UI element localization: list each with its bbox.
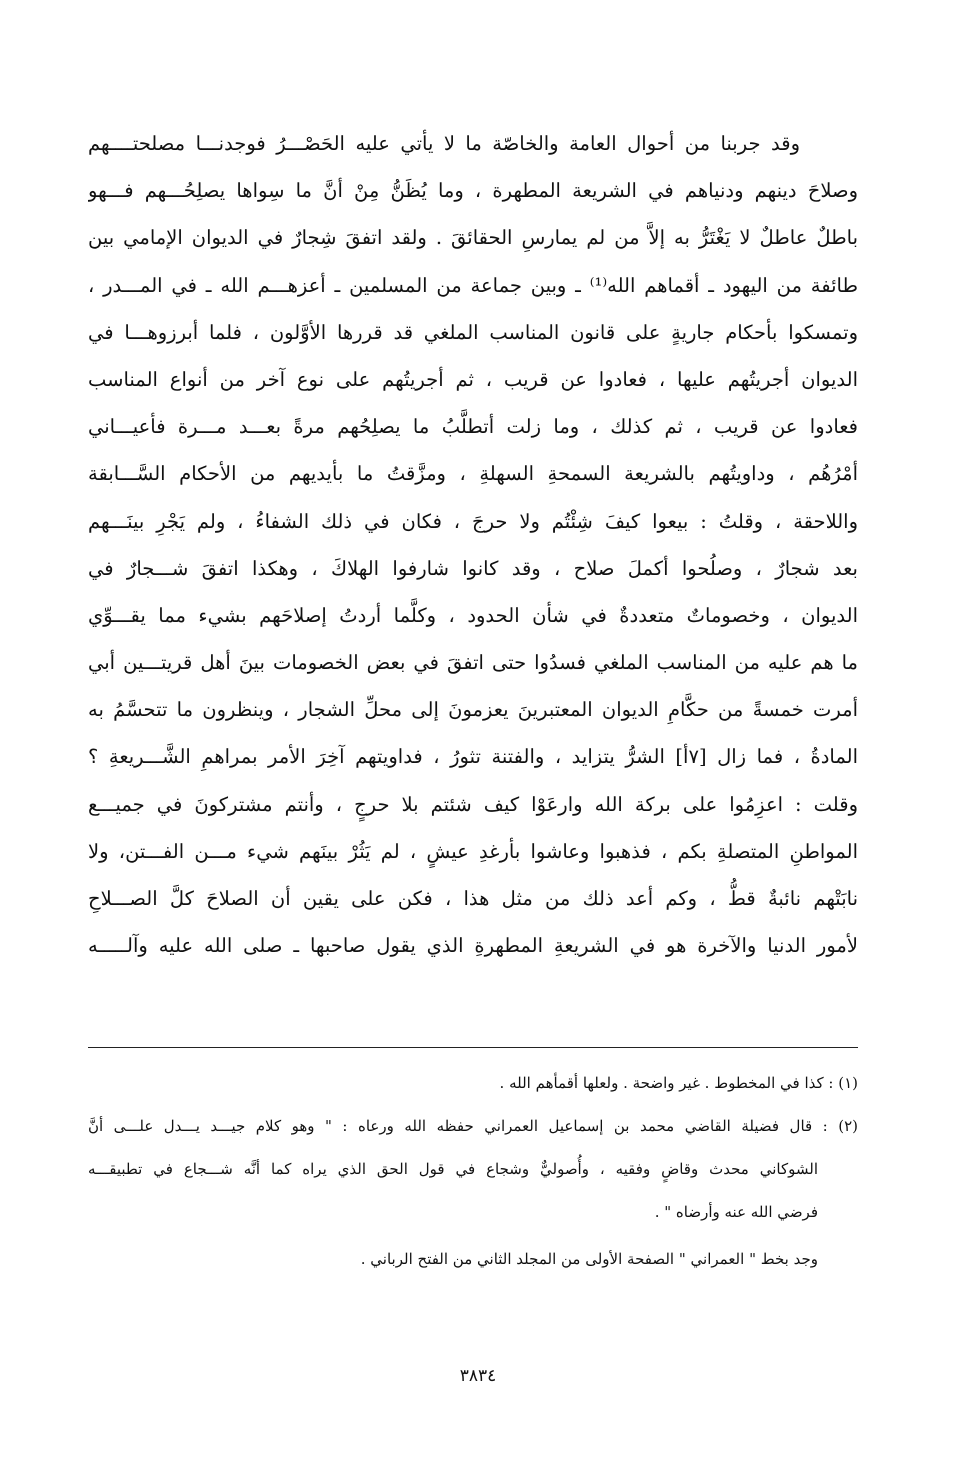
body-line: باطلٌ عاطلٌ لا يَغْتَرُّ به إلاَّ من لم يمارسِ الحقائقَ . ولقد اتفقَ شِجارٌ في الديوان الإمامي بين: [88, 226, 858, 250]
page-number: ٣٨٣٤: [459, 1366, 497, 1386]
body-line: أمْرُهُم ، وداويتُهم بالشريعة السمحةِ السهلةِ ، ومزَّقتُ ما بأيديهم من الأحكام السَّـــابقة: [88, 462, 858, 486]
body-line: وتمسكوا بأحكام جاريةٍ على قانون المناسب الملغي قد قررها الأوَّلون ، فلما أبرزوهـــا في: [88, 320, 858, 344]
footnotes: [88, 1062, 858, 1281]
body-line: المادةُ ، فما زال [٧أ] الشرُّ يتزايد ، والفتنة تثورُ ، فداويتهم آخِرَ الأمر بمراهمِ الشَّـــريعةِ ؟: [88, 745, 858, 769]
body-line: نابَتْهم نائبةٌ قطُّ ، وكم أعد ذلك من مثل هذا ، فكن على يقين أن الصلاحَ كلَّ الصـــلاحِ: [88, 887, 858, 910]
body-line: فعادوا عن قريب ، ثم كذلك ، وما زلت أتطلَّبُ ما يصلِحُهم مرةً بعـــد مـــرة فأعيـــاني: [88, 415, 858, 439]
body-line: وقلت : اعزِمُوا على بركة الله وارعَوْا كيف شئتم بلا حرجٍ ، وأنتم مشتركونَ في جميـــع: [88, 792, 858, 816]
footnote-2-line-1: (٢) : قال فضيلة القاضي محمد بن إسماعيل العمراني حفظه الله ورعاه : " وهو كلام جيـــد يـــدل علـــى أنَّ: [88, 1117, 858, 1135]
body-line: الديوان ، وخصوماتٌ متعددةٌ في شأن الحدود ، وكلَّما أردتُ إصلاحَهم بشيء مما يقـــوِّي: [88, 603, 858, 627]
body-line: طائفة من اليهود ـ أقماهم الله⁽¹⁾ ـ وبين جماعة من المسلمين ـ أعزهـــم الله ـ في المـــدر ،: [88, 273, 858, 297]
footnote-divider: [88, 1047, 858, 1048]
body-line: وصلاحَ دينهم ودنياهم في الشريعة المطهرة ، وما يُظَنُّ مِنْ أنَّ ما سِواها يصلِحُـــهم فـــهو: [88, 179, 858, 203]
body-text: [88, 120, 858, 969]
body-line: ما هم عليه من المناسب الملغي فسدُوا حتى اتفقَ في بعض الخصومات بينَ أهل قريتـــين أبي: [88, 651, 858, 675]
body-line: المواطنِ المتصلةِ بكم ، فذهبوا وعاشوا بأرغدِ عيشٍ ، لم يَثُرْ بينَهم شيء مـــن الفـــتن، ولا: [88, 839, 858, 863]
body-line: وقد جربنا من أحوال العامة والخاصّة ما لا يأتي عليه الحَصْـــرُ فوجدنـــا مصلحتــــهم: [88, 132, 800, 155]
body-line: الديوان أجريتُهم عليها ، فعادوا عن قريب ، ثم أجريتُهم على نوع آخر من أنواع المناسب: [88, 367, 858, 391]
footnote-1: (١) : كذا في المخطوط . غير واضحة . ولعلها أقمأهم الله .: [499, 1074, 858, 1092]
footnote-2-line-2: الشوكاني محدث وقاضٍ وفقيه ، وأُصوليٌّ وشجاع في قول الحق الذي يراه كما أنَّه شـــجاع في تطبيقـــه: [88, 1160, 818, 1178]
body-line: لأمور الدنيا والآخرة هو في الشريعةِ المطهرةِ الذي يقول صاحبها ـ صلى الله عليه وآلـــــه: [88, 934, 858, 958]
body-line: بعد شجارٌ ، وصلُحوا أكملَ صلاح ، وقد كانوا شارفوا الهلاكَ ، وهكذا اتفقَ شـــجارٌ في: [88, 556, 858, 580]
body-line: واللاحقة ، وقلتُ : بيعوا كيفَ شِئْتُم ولا حرجَ ، فكان في ذلك الشفاءُ ، ولم يَجْرِ بينَـــهم: [88, 509, 858, 533]
footnote-note: وجد بخط " العمراني " الصفحة الأولى من المجلد الثاني من الفتح الرباني .: [360, 1250, 818, 1268]
body-line: أمرت خمسةً من حكَّامِ الديوان المعتبرينَ يعزمونَ إلى محلِّ الشجار ، وينظرون ما تتحسَّمُ به: [88, 698, 858, 722]
footnote-2-line-3: فرضي الله عنه وأرضاه " .: [654, 1203, 818, 1221]
